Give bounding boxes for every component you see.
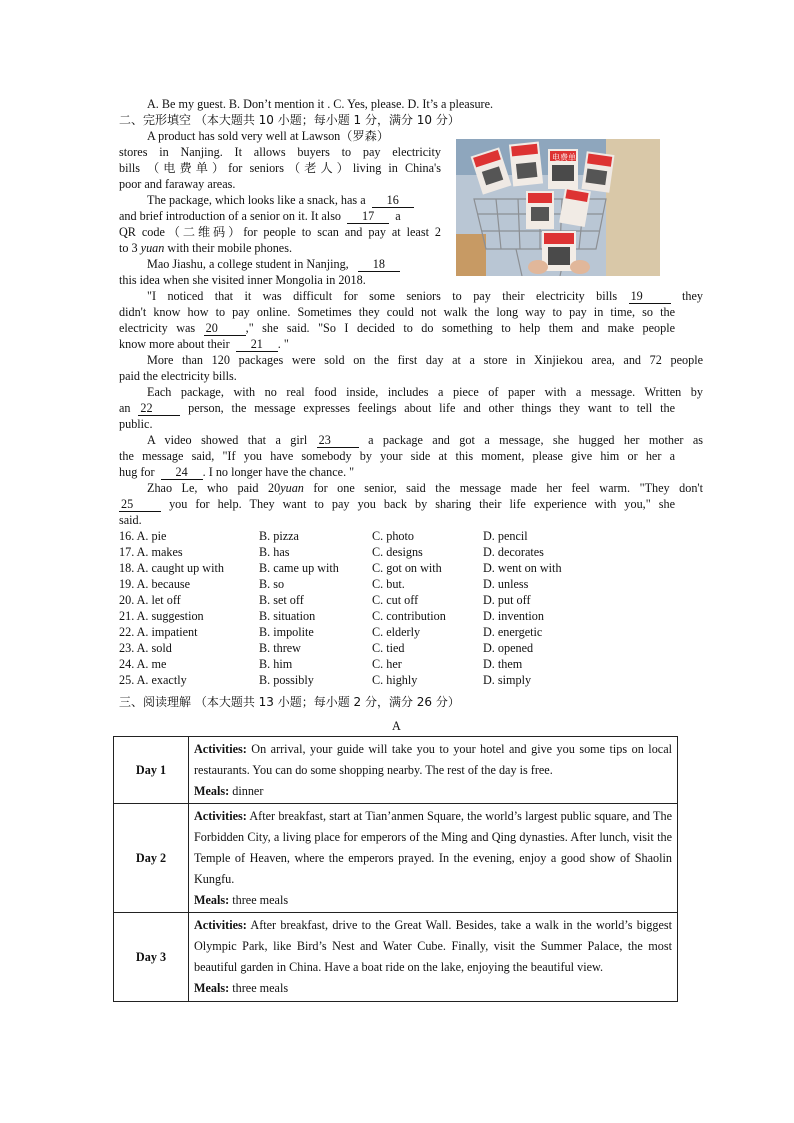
option-choice: B. came up with (259, 561, 339, 575)
option-choice: B. impolite (259, 625, 314, 639)
option-choice: B. him (259, 657, 293, 671)
passage-line: hug for 24 . I no longer have the chance. " (119, 465, 355, 479)
passage-line: the message said, "If you have somebody by your side at this moment, please give him or her a (119, 449, 675, 463)
passage-line: electricity was 20 ," she said. "So I decided to do something to help them and make people (119, 321, 675, 335)
blank-25: 25 (119, 498, 161, 512)
photo-illustration (456, 139, 660, 276)
option-choice: C. highly (372, 673, 418, 687)
blank-21: 21 (236, 338, 278, 352)
option-row (119, 528, 679, 544)
option-choice: C. tied (372, 641, 405, 655)
meals-value: three meals (232, 892, 289, 907)
option-choice: B. has (259, 545, 290, 559)
option-choice: 24. A. me (119, 657, 167, 671)
news-photo (456, 139, 660, 276)
option-choice: D. decorates (483, 545, 544, 559)
passage-line: 25 you for help. They want to pay you back by sharing their life experience with you," she (121, 497, 676, 511)
option-choice: 20. A. let off (119, 593, 181, 607)
option-choice: 17. A. makes (119, 545, 183, 559)
option-row (119, 592, 679, 608)
meals-text (194, 978, 672, 999)
option-choice: C. designs (372, 545, 423, 559)
option-choice: 16. A. pie (119, 529, 167, 543)
blank-24: 24 (161, 466, 203, 480)
option-choice: 25. A. exactly (119, 673, 187, 687)
blank-17: 17 (347, 210, 389, 224)
meals-label: Meals: (194, 980, 230, 995)
passage-line: know more about their 21 . " (119, 337, 289, 351)
option-choice: C. but. (372, 577, 405, 591)
table-row (114, 737, 678, 804)
passage-line: public. (119, 417, 153, 431)
option-choice: D. pencil (483, 529, 528, 543)
option-choice: D. put off (483, 593, 531, 607)
activities-label: Activities: (194, 918, 247, 933)
activities-value: On arrival, your guide will take you to your hotel and give you some tips on local restaurants. You can do some shopping nearby. The rest of the day is free. (194, 742, 672, 777)
option-choice: D. invention (483, 609, 544, 623)
blank-18: 18 (358, 258, 400, 272)
option-choice: D. simply (483, 673, 532, 687)
passage-line: "I noticed that it was difficult for some seniors to pay their electricity bills 19 they (147, 289, 703, 303)
passage-line: this idea when she visited inner Mongolia in 2018. (119, 273, 366, 287)
option-choice: B. possibly (259, 673, 314, 687)
option-choice: B. pizza (259, 529, 299, 543)
passage-line: paid the electricity bills. (119, 369, 237, 383)
option-choice: 21. A. suggestion (119, 609, 204, 623)
activities-cell (189, 737, 678, 804)
option-row (119, 608, 679, 624)
option-row (119, 640, 679, 656)
blank-16: 16 (372, 194, 414, 208)
passage-line: and brief introduction of a senior on it. It also 17 a (119, 209, 401, 223)
passage-line: QR code（二维码）for people to scan and pay at least 2 (119, 225, 441, 239)
day-cell: Day 3 (114, 913, 189, 1001)
part-label: A (392, 719, 401, 733)
passage-line: A video showed that a girl 23 a package and got a message, she hugged her mother as (147, 433, 704, 447)
meals-text (194, 890, 672, 911)
passage-line: to 3 yuan with their mobile phones. (119, 241, 292, 255)
blank-20: 20 (204, 322, 246, 336)
option-choice: C. elderly (372, 625, 421, 639)
activities-value: After breakfast, start at Tian’anmen Square, the world’s largest public square, and The Forbidden City, a living place for emperors of the Ming and Qing dynasties. After lunch, visit the Temple of Heaven, where the emperors prayed. In the evening, enjoy a good show of Shaolin Kungfu. (194, 809, 672, 886)
option-choice: B. set off (259, 593, 304, 607)
meals-label: Meals: (194, 892, 230, 907)
activities-text (194, 806, 672, 889)
passage-line: said. (119, 513, 142, 527)
option-choice: C. got on with (372, 561, 442, 575)
passage-line: stores in Nanjing. It allows buyers to pay electricity (119, 145, 441, 159)
option-choice: 23. A. sold (119, 641, 172, 655)
option-choice: 19. A. because (119, 577, 191, 591)
passage-line: The package, which looks like a snack, has a 16 (119, 192, 469, 208)
blank-19: 19 (629, 290, 671, 304)
passage-line: Each package, with no real food inside, includes a piece of paper with a message. Written by (147, 385, 703, 399)
option-choice: D. unless (483, 577, 529, 591)
day-cell: Day 2 (114, 804, 189, 913)
passage-line: poor and faraway areas. (119, 177, 236, 191)
option-choice: C. photo (372, 529, 414, 543)
passage-line: Zhao Le, who paid 20yuan for one senior, said the message made her feel warm. "They don't (147, 481, 703, 495)
option-choice: B. so (259, 577, 285, 591)
meals-value: three meals (232, 980, 289, 995)
passage-line: bills （电费单）for seniors（老人）living in China's (119, 161, 441, 175)
section3-header: 三、阅读理解 （本大题共 13 小题；每小题 2 分，满分 26 分） (119, 695, 460, 709)
option-choice: 22. A. impatient (119, 625, 198, 639)
activities-label: Activities: (194, 809, 247, 824)
meals-label: Meals: (194, 783, 230, 798)
passage-line: A product has sold very well at Lawson（罗森） (147, 129, 390, 143)
option-choice: D. went on with (483, 561, 562, 575)
option-row (119, 656, 679, 672)
table-row (114, 804, 678, 913)
q15-options: A. Be my guest. B. Don’t mention it . C. Yes, please. D. It’s a pleasure. (147, 97, 494, 111)
option-choice: C. contribution (372, 609, 446, 623)
option-choice: 18. A. caught up with (119, 561, 224, 575)
option-row (119, 576, 679, 592)
activities-value: After breakfast, drive to the Great Wall. Besides, take a walk in the world’s biggest Olympic Park, like Bird’s Nest and Water Cube. Finally, visit the Summer Palace, the most beautiful garden in China. Have a boat ride on the lake, enjoying the beautiful view. (194, 918, 672, 974)
passage-line: More than 120 packages were sold on the first day at a store in Xinjiekou area, and 72 people (147, 353, 703, 367)
passage-line: didn't know how to pay online. Sometimes they could not walk the long way to pay in time, so the (119, 305, 675, 319)
option-choice: D. opened (483, 641, 534, 655)
blank-22: 22 (138, 402, 180, 416)
option-choice: D. energetic (483, 625, 543, 639)
option-choice: C. cut off (372, 593, 419, 607)
option-choice: B. threw (259, 641, 301, 655)
passage-line: Mao Jiashu, a college student in Nanjing, 18 (119, 256, 469, 272)
option-choice: D. them (483, 657, 523, 671)
option-choice: B. situation (259, 609, 316, 623)
option-row (119, 624, 679, 640)
option-row (119, 672, 679, 688)
option-choice: C. her (372, 657, 402, 671)
table-row (114, 913, 678, 1001)
passage-line: an 22 person, the message expresses feelings about life and other things they want to tell the (119, 401, 676, 415)
meals-text (194, 781, 672, 802)
meals-value: dinner (232, 783, 264, 798)
activities-cell (189, 804, 678, 913)
option-row (119, 560, 679, 576)
day-cell: Day 1 (114, 737, 189, 804)
activities-label: Activities: (194, 742, 247, 756)
tour-schedule-table (113, 736, 678, 1002)
activities-cell (189, 913, 678, 1001)
photo-sign-text: 电费单 (552, 153, 576, 162)
activities-text (194, 915, 672, 977)
activities-text (194, 739, 672, 781)
section2-header: 二、完形填空 （本大题共 10 小题；每小题 1 分，满分 10 分） (119, 113, 460, 127)
blank-23: 23 (317, 434, 359, 448)
option-row (119, 544, 679, 560)
